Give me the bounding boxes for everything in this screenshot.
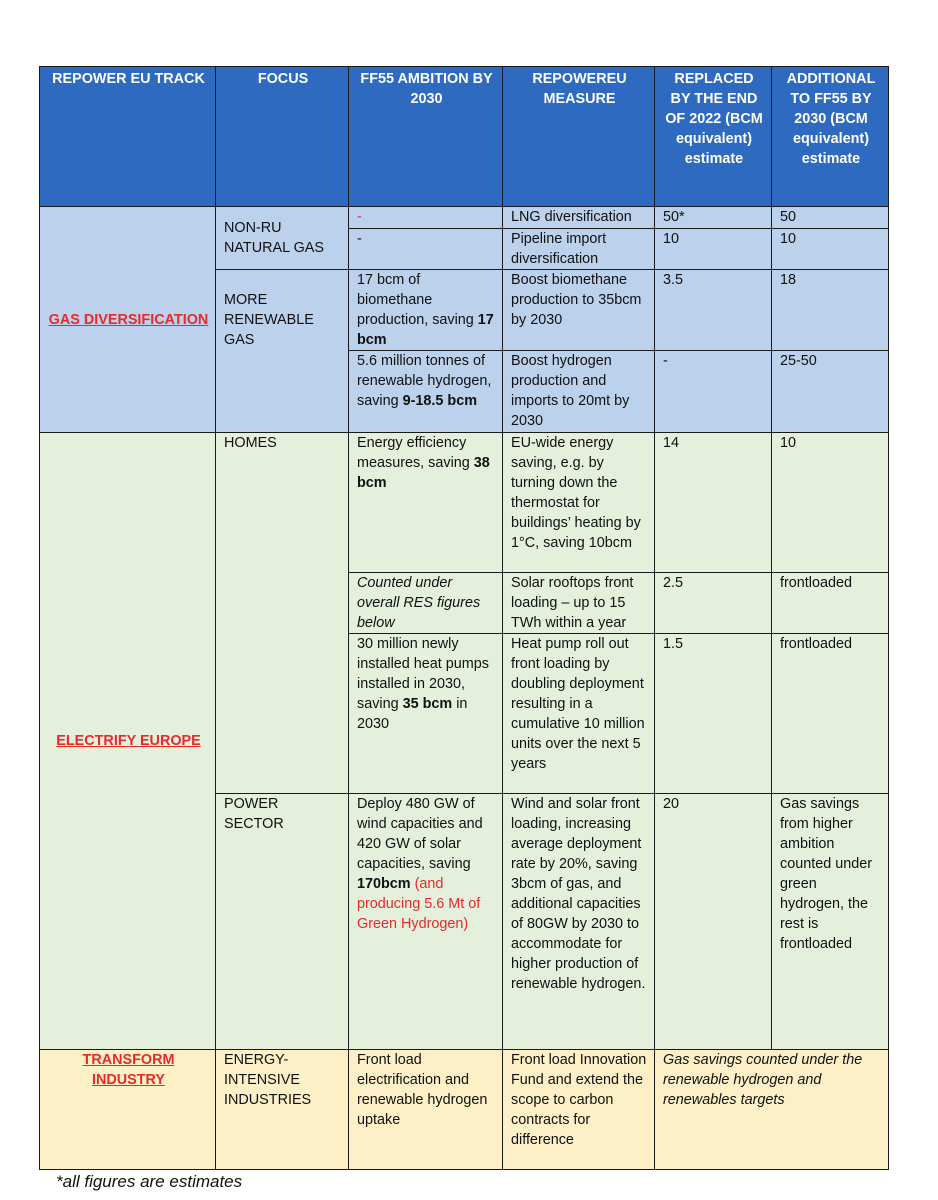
heatpump-replaced: 1.5 xyxy=(655,634,772,794)
hydrogen-ambition-bold: 9-18.5 bcm xyxy=(402,393,478,409)
footnote: *all figures are estimates xyxy=(56,1172,243,1191)
efficiency-measure: EU-wide energy saving, e.g. by turning down the thermostat for buildings’ heating by 1°C, saving 10bcm xyxy=(503,433,655,573)
header-replaced: REPLACED BY THE END OF 2022 (BCM equivalent) estimate xyxy=(655,67,772,207)
solar-measure: Solar rooftops front loading – up to 15 TWh within a year xyxy=(503,573,655,634)
biomethane-measure: Boost biomethane production to 35bcm by 2030 xyxy=(503,270,655,351)
solar-additional: frontloaded xyxy=(772,573,889,634)
industry-merged-estimate: Gas savings counted under the renewable hydrogen and renewables targets xyxy=(655,1050,889,1170)
header-track: REPOWER EU TRACK xyxy=(40,67,216,207)
power-additional: Gas savings from higher ambition counted under green hydrogen, the rest is frontloaded xyxy=(772,794,889,1050)
pipeline-replaced: 10 xyxy=(655,229,772,270)
heatpump-measure: Heat pump roll out front loading by doubling deployment resulting in a cumulative 10 million units over the next 5 years xyxy=(503,634,655,794)
power-ambition-bold: 170bcm xyxy=(357,876,411,892)
heatpump-ambition-post: in 2030 xyxy=(357,696,468,732)
pipeline-measure: Pipeline import diversification xyxy=(503,229,655,270)
lng-additional: 50 xyxy=(772,207,889,229)
header-ambition: FF55 AMBITION BY 2030 xyxy=(349,67,503,207)
track-transform-industry: TRANSFORM INDUSTRY xyxy=(40,1050,216,1170)
header-row xyxy=(40,67,889,207)
biomethane-ambition-bold: 17 bcm xyxy=(357,312,494,348)
efficiency-replaced: 14 xyxy=(655,433,772,573)
biomethane-additional: 18 xyxy=(772,270,889,351)
pipeline-ambition: - xyxy=(349,229,503,270)
industry-ambition: Front load electrification and renewable hydrogen uptake xyxy=(349,1050,503,1170)
table-row-industry xyxy=(40,1050,889,1170)
efficiency-ambition xyxy=(349,433,503,573)
focus-renewable-gas: MORE RENEWABLE GAS xyxy=(216,270,349,433)
pipeline-additional: 10 xyxy=(772,229,889,270)
biomethane-ambition xyxy=(349,270,503,351)
hydrogen-ambition xyxy=(349,351,503,433)
power-replaced: 20 xyxy=(655,794,772,1050)
lng-replaced: 50* xyxy=(655,207,772,229)
heatpump-ambition-text: 30 million newly installed heat pumps installed in 2030, saving xyxy=(357,636,489,712)
lng-ambition: - xyxy=(349,207,503,229)
focus-power-sector: POWER SECTOR xyxy=(216,794,349,1050)
repower-eu-table xyxy=(39,66,889,1170)
track-electrify-europe: ELECTRIFY EUROPE xyxy=(40,433,216,1050)
power-ambition xyxy=(349,794,503,1050)
header-measure: REPOWEREU MEASURE xyxy=(503,67,655,207)
focus-homes: HOMES xyxy=(216,433,349,794)
table-row-efficiency xyxy=(40,433,889,573)
heatpump-ambition-bold: 35 bcm xyxy=(402,696,453,712)
focus-non-ru-gas: NON-RU NATURAL GAS xyxy=(216,207,349,270)
hydrogen-ambition-text: 5.6 million tonnes of renewable hydrogen, saving xyxy=(357,353,492,409)
heatpump-additional: frontloaded xyxy=(772,634,889,794)
efficiency-ambition-text: Energy efficiency measures, saving xyxy=(357,435,474,471)
table-row-lng xyxy=(40,207,889,229)
industry-measure: Front load Innovation Fund and extend the scope to carbon contracts for difference xyxy=(503,1050,655,1170)
heatpump-ambition xyxy=(349,634,503,794)
power-ambition-text: Deploy 480 GW of wind capacities and 420 GW of solar capacities, saving xyxy=(357,796,483,872)
hydrogen-additional: 25-50 xyxy=(772,351,889,433)
efficiency-additional: 10 xyxy=(772,433,889,573)
efficiency-ambition-bold: 38 bcm xyxy=(357,455,490,491)
track-gas-diversification: GAS DIVERSIFICATION xyxy=(40,207,216,433)
hydrogen-measure: Boost hydrogen production and imports to 20mt by 2030 xyxy=(503,351,655,433)
focus-energy-intensive-industries: ENERGY-INTENSIVE INDUSTRIES xyxy=(216,1050,349,1170)
lng-measure: LNG diversification xyxy=(503,207,655,229)
hydrogen-replaced: - xyxy=(655,351,772,433)
power-ambition-red: (and producing 5.6 Mt of Green Hydrogen) xyxy=(357,876,481,932)
biomethane-replaced: 3.5 xyxy=(655,270,772,351)
solar-ambition: Counted under overall RES figures below xyxy=(349,573,503,634)
header-focus: FOCUS xyxy=(216,67,349,207)
power-measure: Wind and solar front loading, increasing average deployment rate by 20%, saving 3bcm of gas, and additional capacities of 80GW by 2030 to accommodate for higher production of renewable hydrogen. xyxy=(503,794,655,1050)
biomethane-ambition-text: 17 bcm of biomethane production, saving xyxy=(357,272,478,328)
header-additional: ADDITIONAL TO FF55 BY 2030 (BCM equivalent) estimate xyxy=(772,67,889,207)
solar-replaced: 2.5 xyxy=(655,573,772,634)
